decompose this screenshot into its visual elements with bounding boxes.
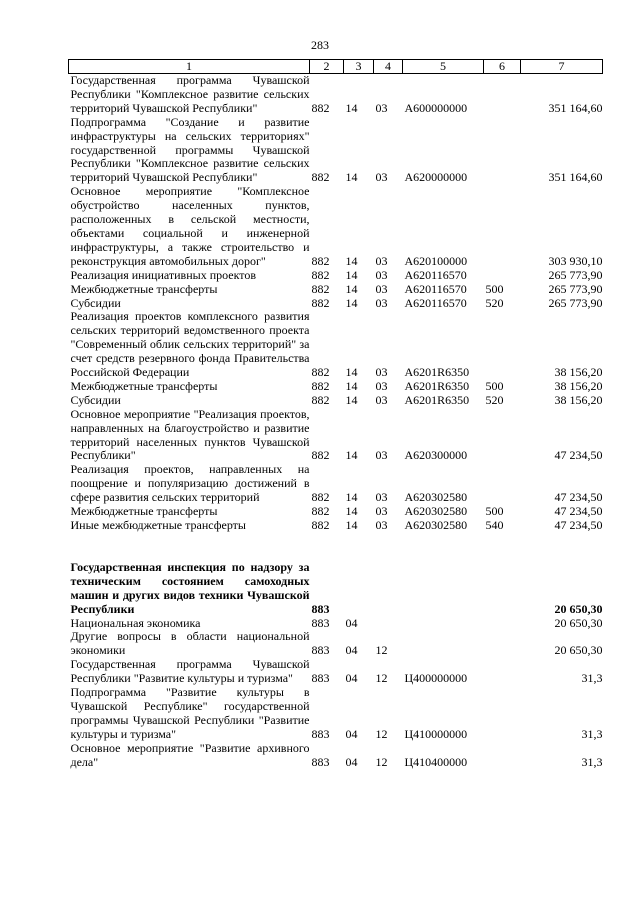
table-row (69, 519, 603, 533)
table-row (69, 658, 603, 686)
row-section: 04 (345, 754, 358, 769)
row-subsection: 12 (375, 754, 388, 769)
row-amount: 303 930,10 (548, 253, 603, 268)
row-expense-type: 520 (485, 392, 504, 407)
row-name: Межбюджетные трансферты (70, 281, 218, 296)
header-col-3: 3 (344, 60, 374, 74)
row-section: 14 (345, 295, 358, 310)
table-row (69, 686, 603, 742)
row-admin-code: 882 (311, 253, 330, 268)
row-section (344, 561, 374, 617)
row-section: 14 (345, 281, 358, 296)
row-amount: 47 234,50 (554, 490, 603, 505)
row-expense-type: 520 (485, 295, 504, 310)
row-name: Подпрограмма "Создание и развитие инфраструктуры на сельских территориях" государственной программы Чувашской Республики "Комплексное развитие сельских территорий Чувашской Республики" (70, 114, 310, 185)
row-target-code: А620302580 (404, 504, 468, 519)
row-subsection: 03 (375, 267, 388, 282)
row-admin-code: 882 (311, 518, 330, 532)
row-target-code: А6201R6350 (404, 365, 470, 380)
row-name: Реализация проектов комплексного развития сельских территорий ведомственного проекта "Современный облик сельских территорий" за счет средств резервного фонда Правительства Российской Федерации (70, 309, 310, 380)
row-admin-code: 882 (311, 365, 330, 380)
row-expense-type (484, 74, 521, 116)
row-admin-code: 882 (311, 392, 330, 407)
row-expense-type (484, 408, 521, 464)
row-amount: 31,3 (581, 726, 603, 741)
table-row (69, 394, 603, 408)
row-target-code: А620302580 (404, 518, 468, 532)
row-target-code: Ц410400000 (404, 754, 468, 769)
row-name: Национальная экономика (70, 615, 201, 630)
row-subsection (374, 561, 403, 617)
row-admin-code: 882 (311, 378, 330, 393)
row-name: Государственная программа Чувашской Республики "Развитие культуры и туризма" (70, 657, 310, 686)
row-section: 14 (345, 448, 358, 463)
page-number: 283 (311, 38, 329, 52)
row-name: Межбюджетные трансферты (70, 504, 218, 519)
row-amount: 265 773,90 (548, 281, 603, 296)
row-admin-code: 882 (311, 504, 330, 519)
row-target-code: А6201R6350 (404, 392, 470, 407)
row-subsection: 03 (375, 504, 388, 519)
table-row (69, 185, 603, 268)
row-subsection: 12 (375, 643, 388, 658)
row-name: Основное мероприятие "Реализация проектов, направленных на благоустройство и развитие территорий населенных пунктов Чувашской Республики" (70, 406, 310, 463)
row-section: 14 (345, 378, 358, 393)
row-name: Подпрограмма "Развитие культуры в Чувашской Республике" государственной программы Чувашской Республики "Развитие культуры и туризма" (70, 685, 310, 741)
row-name: Субсидии (70, 295, 121, 310)
row-expense-type (484, 686, 521, 742)
row-expense-type (484, 116, 521, 186)
row-expense-type: 500 (485, 504, 504, 519)
row-target-code: А620116570 (404, 295, 467, 310)
row-expense-type (484, 630, 521, 658)
row-section: 14 (345, 504, 358, 519)
row-admin-code: 882 (311, 267, 330, 282)
table-row (69, 463, 603, 505)
row-expense-type (484, 742, 521, 770)
row-name: Межбюджетные трансферты (70, 378, 218, 393)
row-target-code: А600000000 (404, 100, 468, 115)
row-amount: 351 164,60 (548, 170, 603, 185)
row-subsection: 03 (375, 378, 388, 393)
row-section: 14 (345, 518, 358, 532)
table-row (69, 617, 603, 631)
row-target-code: А620000000 (404, 170, 468, 185)
row-admin-code: 883 (311, 671, 330, 686)
row-expense-type (484, 658, 521, 686)
row-admin-code: 882 (311, 448, 330, 463)
budget-table (68, 59, 603, 770)
table-row (69, 505, 603, 519)
row-section: 14 (345, 253, 358, 268)
row-amount: 20 650,30 (554, 643, 603, 658)
row-expense-type (484, 269, 521, 283)
row-amount: 31,3 (581, 754, 603, 769)
row-section: 04 (345, 726, 358, 741)
row-name: Иные межбюджетные трансферты (70, 518, 246, 532)
row-expense-type (484, 310, 521, 380)
row-amount: 351 164,60 (548, 100, 603, 115)
row-admin-code: 883 (311, 643, 330, 658)
row-amount: 31,3 (581, 671, 603, 686)
row-subsection: 03 (375, 170, 388, 185)
row-admin-code: 883 (311, 754, 330, 769)
row-target-code: Ц410000000 (404, 726, 468, 741)
row-admin-code: 883 (311, 615, 330, 630)
row-target-code: А620116570 (404, 281, 467, 296)
row-amount: 38 156,20 (554, 365, 603, 380)
table-row (69, 380, 603, 394)
row-admin-code: 882 (311, 100, 330, 115)
table-row (69, 297, 603, 311)
header-col-2: 2 (310, 60, 344, 74)
row-name: Другие вопросы в области национальной экономики (70, 629, 310, 658)
header-col-6: 6 (484, 60, 521, 74)
header-col-7: 7 (521, 60, 603, 74)
header-col-4: 4 (374, 60, 403, 74)
row-amount: 47 234,50 (554, 448, 603, 463)
spacer-cell (69, 533, 603, 561)
row-subsection: 03 (375, 448, 388, 463)
row-subsection: 03 (375, 100, 388, 115)
table-row (69, 408, 603, 464)
row-target-code: А620300000 (404, 448, 468, 463)
row-amount: 20 650,30 (554, 615, 603, 630)
table-row (69, 310, 603, 380)
row-amount: 20 650,30 (554, 601, 603, 616)
row-section: 14 (345, 267, 358, 282)
row-admin-code: 883 (311, 726, 330, 741)
row-target-code (403, 617, 484, 631)
row-section: 14 (345, 170, 358, 185)
table-row (69, 561, 603, 617)
row-admin-code: 882 (311, 490, 330, 505)
row-target-code: А6201R6350 (404, 378, 470, 393)
row-subsection: 03 (375, 253, 388, 268)
table-spacer-row (69, 533, 603, 561)
row-target-code: Ц400000000 (404, 671, 468, 686)
row-subsection (374, 617, 403, 631)
row-subsection: 03 (375, 518, 388, 532)
row-name: Реализация инициативных проектов (70, 267, 257, 282)
row-name: Реализация проектов, направленных на поощрение и популяризацию достижений в сфере развития сельских территорий (70, 462, 310, 505)
row-expense-type (484, 561, 521, 617)
row-subsection: 03 (375, 295, 388, 310)
row-section: 04 (345, 643, 358, 658)
row-amount: 265 773,90 (548, 295, 603, 310)
row-expense-type (484, 185, 521, 268)
table-row (69, 630, 603, 658)
row-target-code (403, 630, 484, 658)
row-admin-code: 882 (311, 295, 330, 310)
table-row (69, 283, 603, 297)
row-expense-type: 540 (485, 518, 504, 532)
row-section: 14 (345, 392, 358, 407)
row-target-code: А620302580 (404, 490, 468, 505)
table-row (69, 116, 603, 186)
row-name: Основное мероприятие "Комплексное обустройство населенных пунктов, расположенных в сельской местности, объектами социальной и инженерной инфраструктуры, а также строительство и реконструкция автомобильных дорог" (70, 184, 310, 268)
row-subsection: 03 (375, 490, 388, 505)
row-target-code: А620116570 (404, 267, 467, 282)
row-amount: 265 773,90 (548, 267, 603, 282)
row-expense-type (484, 617, 521, 631)
row-expense-type (484, 463, 521, 505)
row-amount: 38 156,20 (554, 392, 603, 407)
row-subsection: 03 (375, 365, 388, 380)
row-section: 14 (345, 100, 358, 115)
row-target-code (403, 561, 484, 617)
table-row (69, 742, 603, 770)
row-section: 04 (345, 615, 358, 630)
row-section: 04 (345, 671, 358, 686)
row-subsection: 03 (375, 281, 388, 296)
row-subsection: 12 (375, 671, 388, 686)
row-subsection: 03 (375, 392, 388, 407)
row-amount: 38 156,20 (554, 378, 603, 393)
row-name: Государственная программа Чувашской Республики "Комплексное развитие сельских территорий Чувашской Республики" (70, 73, 310, 115)
row-admin-code: 882 (311, 170, 330, 185)
row-expense-type: 500 (485, 281, 504, 296)
table-header-row (69, 60, 603, 74)
row-expense-type: 500 (485, 378, 504, 393)
row-name: Основное мероприятие "Развитие архивного дела" (70, 740, 310, 769)
row-amount: 47 234,50 (554, 518, 603, 532)
table-row (69, 269, 603, 283)
row-section: 14 (345, 365, 358, 380)
row-section: 14 (345, 490, 358, 505)
header-col-1: 1 (69, 60, 310, 74)
row-amount: 47 234,50 (554, 504, 603, 519)
table-row (69, 74, 603, 116)
row-admin-code: 883 (311, 601, 330, 616)
row-subsection: 12 (375, 726, 388, 741)
header-col-5: 5 (403, 60, 484, 74)
row-name: Субсидии (70, 392, 121, 407)
row-name: Государственная инспекция по надзору за техническим состоянием самоходных машин и других видов техники Чувашской Республики (70, 559, 310, 616)
row-admin-code: 882 (311, 281, 330, 296)
row-target-code: А620100000 (404, 253, 468, 268)
